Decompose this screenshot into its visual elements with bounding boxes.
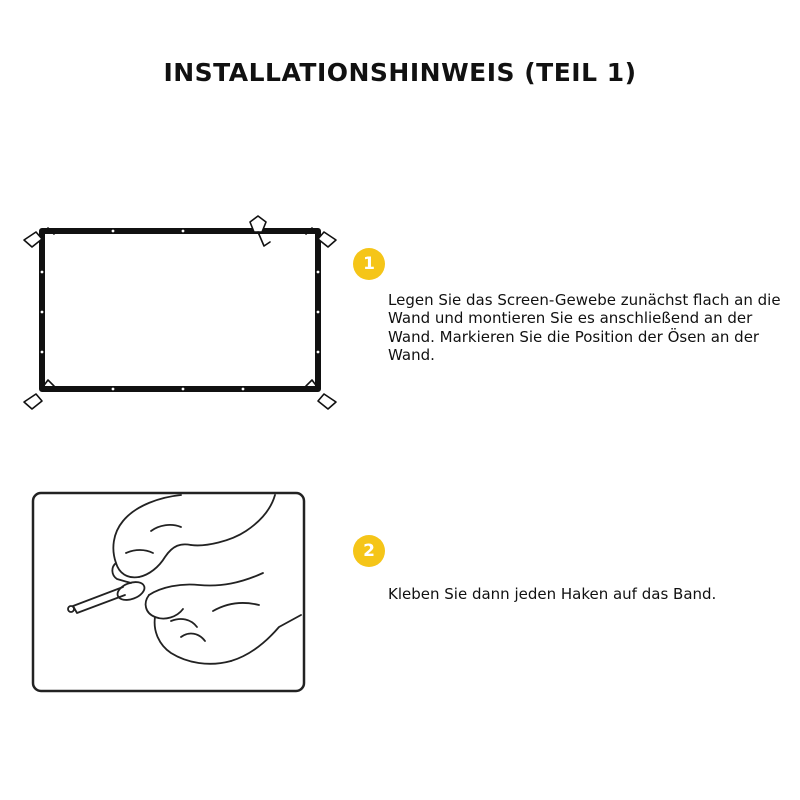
- step-1-badge: 1: [353, 248, 385, 280]
- page-title: INSTALLATIONSHINWEIS (TEIL 1): [163, 58, 637, 87]
- step-2-badge: 2: [353, 535, 385, 567]
- screen-frame-illustration: [18, 212, 343, 417]
- step-1-text: Legen Sie das Screen-Gewebe zunächst flach an die Wand und montieren Sie es anschließend an der Wand. Markieren Sie die Position der Ösen an der Wand.: [388, 291, 781, 364]
- step-2-text: Kleben Sie dann jeden Haken auf das Band.: [388, 585, 717, 603]
- hand-hook-illustration: [31, 491, 306, 693]
